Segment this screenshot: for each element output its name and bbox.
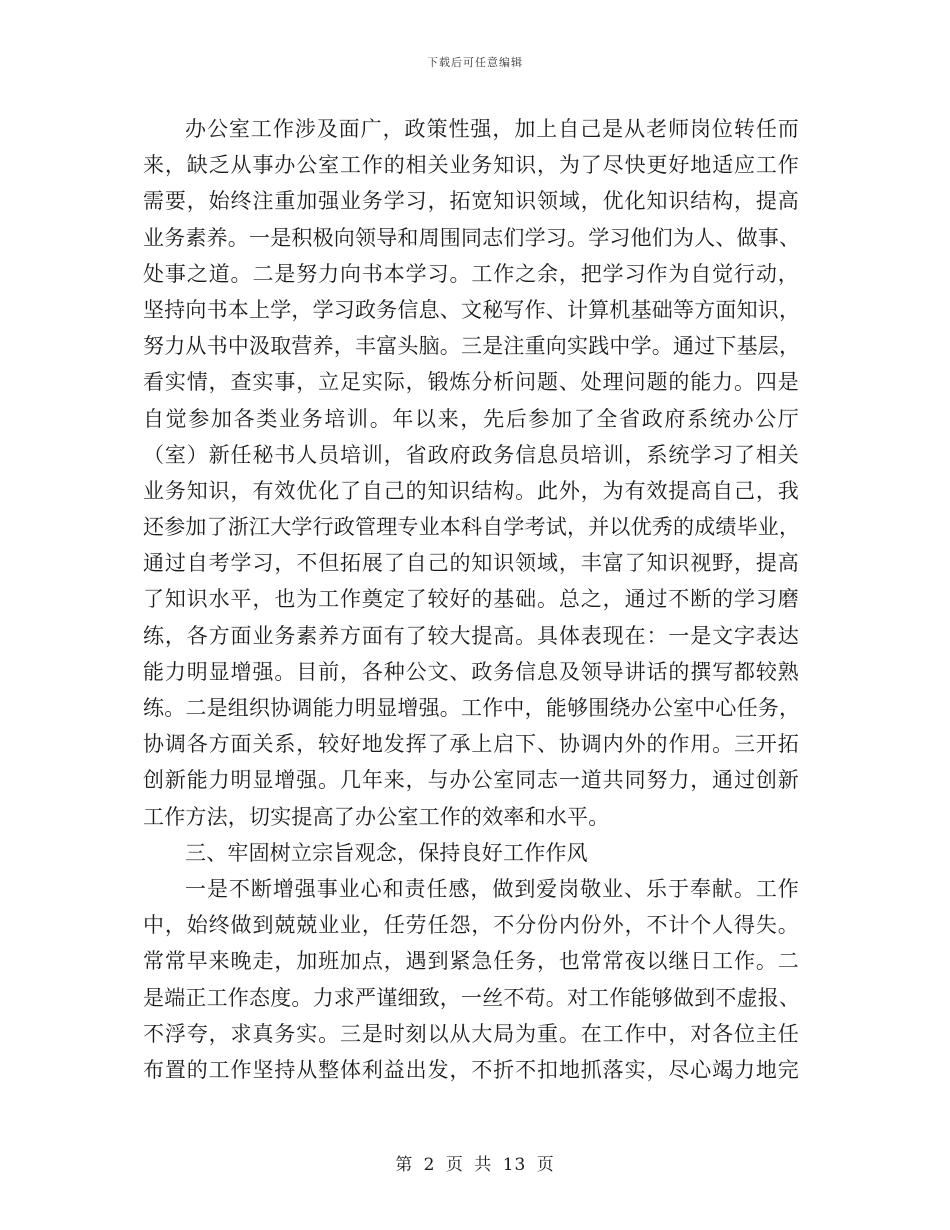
text-line: 通过自考学习，不但拓展了自己的知识领域，丰富了知识视野，提高 bbox=[143, 551, 799, 576]
page-header-note: 下载后可任意编辑 bbox=[427, 56, 523, 69]
text-line: 一是不断增强事业心和责任感，做到爱岗敬业、乐于奉献。工作 bbox=[185, 876, 799, 901]
text-line: 练。二是组织协调能力明显增强。工作中，能够围绕办公室中心任务， bbox=[143, 696, 801, 720]
text-line: 练，各方面业务素养方面有了较大提高。具体表现在：一是文字表达 bbox=[143, 623, 799, 648]
text-line: 常常早来晚走，加班加点，遇到紧急任务，也常常夜以继日工作。二 bbox=[143, 949, 799, 974]
text-line: 办公室工作涉及面广，政策性强，加上自己是从老师岗位转任而 bbox=[185, 117, 799, 141]
text-line: 业务素养。一是积极向领导和周围同志们学习。学习他们为人、做事、 bbox=[143, 225, 801, 250]
text-line: 创新能力明显增强。几年来，与办公室同志一道共同努力，通过创新 bbox=[143, 768, 799, 793]
document-body bbox=[143, 111, 799, 1088]
text-line: 处事之道。二是努力向书本学习。工作之余，把学习作为自觉行动， bbox=[143, 261, 799, 286]
text-line: 还参加了浙江大学行政管理专业本科自学考试，并以优秀的成绩毕业， bbox=[143, 515, 801, 540]
text-line: （室）新任秘书人员培训，省政府政务信息员培训，系统学习了相关 bbox=[143, 442, 799, 467]
section-heading: 三、牢固树立宗旨观念，保持良好工作作风 bbox=[185, 840, 588, 865]
text-line: 看实情，查实事，立足实际，锻炼分析问题、处理问题的能力。四是 bbox=[143, 370, 799, 395]
text-line: 需要，始终注重加强业务学习，拓宽知识领域，优化知识结构，提高 bbox=[143, 189, 799, 214]
text-line: 来，缺乏从事办公室工作的相关业务知识，为了尽快更好地适应工作 bbox=[143, 153, 799, 178]
text-line: 工作方法，切实提高了办公室工作的效率和水平。 bbox=[143, 804, 610, 829]
text-line: 努力从书中汲取营养，丰富头脑。三是注重向实践中学。通过下基层， bbox=[143, 334, 801, 359]
text-line: 业务知识，有效优化了自己的知识结构。此外，为有效提高自己，我 bbox=[143, 478, 799, 503]
text-line: 协调各方面关系，较好地发挥了承上启下、协调内外的作用。三开拓 bbox=[143, 732, 799, 757]
text-line: 不浮夸，求真务实。三是时刻以从大局为重。在工作中，对各位主任 bbox=[143, 1021, 799, 1046]
text-line: 了知识水平，也为工作奠定了较好的基础。总之，通过不断的学习磨 bbox=[143, 587, 799, 612]
page-number-footer: 第 2 页 共 13 页 bbox=[395, 1155, 555, 1175]
text-line: 坚持向书本上学，学习政务信息、文秘写作、计算机基础等方面知识， bbox=[143, 297, 801, 322]
text-line: 自觉参加各类业务培训。年以来，先后参加了全省政府系统办公厅 bbox=[143, 406, 799, 431]
text-line: 布置的工作坚持从整体利益出发，不折不扣地抓落实，尽心竭力地完 bbox=[143, 1057, 799, 1082]
text-line: 中，始终做到兢兢业业，任劳任怨，不分份内份外，不计个人得失。 bbox=[143, 913, 799, 938]
text-line: 能力明显增强。目前，各种公文、政务信息及领导讲话的撰写都较熟 bbox=[143, 659, 799, 684]
text-line: 是端正工作态度。力求严谨细致，一丝不苟。对工作能够做到不虚报、 bbox=[143, 985, 801, 1010]
